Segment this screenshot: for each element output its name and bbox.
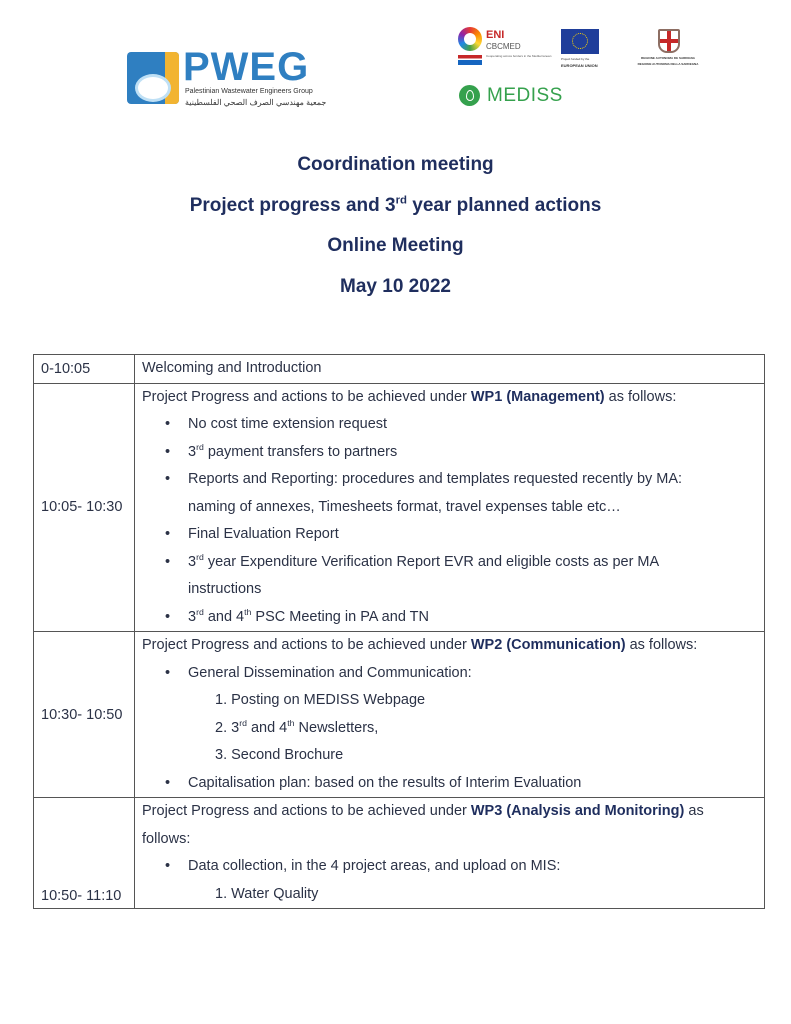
- topic-text: Welcoming and Introduction: [142, 360, 322, 376]
- pweg-wordmark: PWEG: [183, 45, 310, 89]
- eni-tagline: Cooperating across borders in the Mediterranean: [486, 54, 552, 58]
- topic-cell: [135, 383, 765, 632]
- topic-intro: Project Progress and actions to be achieved under WP1 (Management) as follows:: [142, 388, 677, 405]
- eu-funded-label: Project funded by the: [561, 57, 590, 61]
- cbcmed-label: CBCMED: [486, 42, 521, 51]
- list-item-continuation: naming of annexes, Timesheets format, travel expenses table etc…: [188, 498, 621, 515]
- topic-intro: Project Progress and actions to be achieved under WP2 (Communication) as follows:: [142, 637, 698, 653]
- list-item: • Final Evaluation Report: [142, 521, 757, 549]
- table-row: [34, 632, 765, 798]
- list-item: • 3rd and 4th PSC Meeting in PA and TN: [142, 604, 757, 632]
- list-item-continuation: instructions: [188, 581, 262, 597]
- eni-label: ENI: [486, 29, 505, 41]
- table-row: [34, 355, 765, 384]
- agenda-table: [33, 354, 765, 909]
- document-subtitle: Project progress and 3rd year planned actions: [189, 194, 602, 216]
- list-item: • 3rd payment transfers to partners: [142, 439, 757, 467]
- document-header: [0, 0, 791, 300]
- pweg-subtitle: Palestinian Wastewater Engineers Group: [185, 88, 313, 95]
- list-item: • Data collection, in the 4 project areas, and upload on MIS:: [142, 853, 757, 881]
- mediss-wordmark: MEDISS: [487, 85, 563, 106]
- time-cell: 10:30- 10:50: [34, 632, 135, 798]
- table-row: [34, 383, 765, 632]
- list-item: • General Dissemination and Communication:: [142, 660, 757, 688]
- sardegna-label-1: REGIONE AUTONOMA DE SARDIGNA: [641, 56, 695, 60]
- topic-intro: Project Progress and actions to be achieved under WP3 (Analysis and Monitoring) as: [142, 803, 704, 819]
- list-item: • 3rd year Expenditure Verification Report EVR and eligible costs as per MA: [142, 549, 757, 577]
- numbered-item: 3. Second Brochure: [215, 747, 344, 763]
- topic-cell: [135, 798, 765, 909]
- time-cell: 10:05- 10:30: [34, 383, 135, 632]
- meeting-date: May 10 2022: [340, 276, 451, 297]
- topic-cell: [135, 632, 765, 798]
- time-cell: 10:50- 11:10: [34, 798, 135, 909]
- numbered-item: 2. 3rd and 4th Newsletters,: [215, 717, 379, 736]
- numbered-item: 1. Water Quality: [215, 885, 319, 902]
- list-item: • No cost time extension request: [142, 411, 757, 439]
- document-title: Coordination meeting: [297, 154, 494, 175]
- topic-cell: [135, 355, 765, 384]
- pweg-arabic-subtitle: جمعية مهندسي الصرف الصحي الفلسطينية: [185, 98, 327, 107]
- table-row: [34, 798, 765, 909]
- list-item: • Reports and Reporting: procedures and templates requested recently by MA:: [142, 466, 757, 494]
- list-item: • Capitalisation plan: based on the results of Interim Evaluation: [142, 770, 757, 798]
- time-cell: 0-10:05: [34, 355, 135, 384]
- numbered-item: 1. Posting on MEDISS Webpage: [215, 692, 426, 708]
- eu-label: EUROPEAN UNION: [561, 63, 598, 68]
- sardegna-label-2: REGIONE AUTONOMA DELLA SARDEGNA: [637, 62, 699, 66]
- meeting-mode: Online Meeting: [327, 235, 464, 256]
- topic-intro-continuation: follows:: [142, 830, 191, 847]
